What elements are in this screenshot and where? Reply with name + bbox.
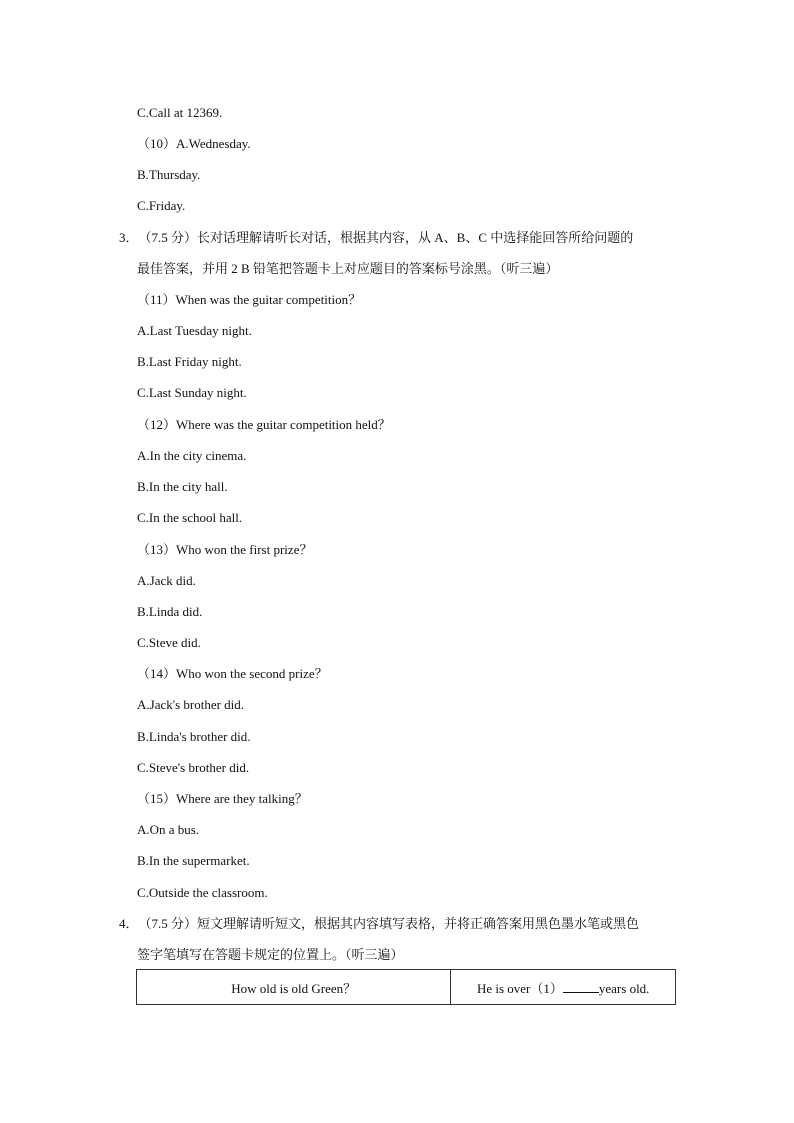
question-3-number: 3．: [119, 230, 139, 245]
option-12c: C.In the school hall.: [137, 510, 243, 525]
table-cell-question: How old is old Green？: [137, 970, 451, 1005]
question-4-number: 4．: [119, 916, 139, 931]
question-3-instruction-line2: 最佳答案，并用 2 B 铅笔把答题卡上对应题目的答案标号涂黑。（听三遍）: [137, 261, 559, 276]
option-9c: C.Call at 12369.: [137, 105, 223, 120]
table-cell-answer: [451, 970, 676, 1005]
option-12b: B.In the city hall.: [137, 479, 228, 494]
option-11c: C.Last Sunday night.: [137, 385, 247, 400]
question-10-option-a: （10）A.Wednesday.: [137, 136, 251, 151]
option-14c: C.Steve's brother did.: [137, 760, 250, 775]
answer-table: [136, 969, 676, 1005]
table-row: [137, 970, 676, 1005]
option-10c: C.Friday.: [137, 198, 186, 213]
option-13c: C.Steve did.: [137, 635, 201, 650]
question-15: （15）Where are they talking？: [137, 791, 308, 806]
option-14b: B.Linda's brother did.: [137, 729, 251, 744]
question-14: （14）Who won the second prize？: [137, 666, 328, 681]
question-3-instruction-line1: （7.5 分）长对话理解请听长对话，根据其内容，从 A、B、C 中选择能回答所给问题的: [138, 230, 634, 245]
question-4-instruction: [119, 915, 639, 933]
question-13: （13）Who won the first prize？: [137, 542, 313, 557]
option-14a: A.Jack's brother did.: [137, 697, 245, 712]
option-15a: A.On a bus.: [137, 822, 200, 837]
option-10b: B.Thursday.: [137, 167, 201, 182]
answer-blank[interactable]: [563, 979, 599, 993]
answer-suffix: years old.: [598, 980, 650, 996]
question-11: （11）When was the guitar competition？: [137, 292, 362, 307]
option-15c: C.Outside the classroom.: [137, 885, 268, 900]
option-12a: A.In the city cinema.: [137, 448, 247, 463]
option-15b: B.In the supermarket.: [137, 853, 250, 868]
option-11b: B.Last Friday night.: [137, 354, 242, 369]
question-4-instruction-line1: （7.5 分）短文理解请听短文，根据其内容填写表格，并将正确答案用黑色墨水笔或黑色: [138, 916, 640, 931]
question-4-instruction-line2: 签字笔填写在答题卡规定的位置上。（听三遍）: [137, 947, 404, 962]
option-13b: B.Linda did.: [137, 604, 203, 619]
question-12: （12）Where was the guitar competition held？: [137, 417, 391, 432]
answer-prefix: He is over（1）: [476, 980, 563, 996]
question-3-instruction: [119, 229, 633, 247]
option-11a: A.Last Tuesday night.: [137, 323, 252, 338]
option-13a: A.Jack did.: [137, 573, 196, 588]
